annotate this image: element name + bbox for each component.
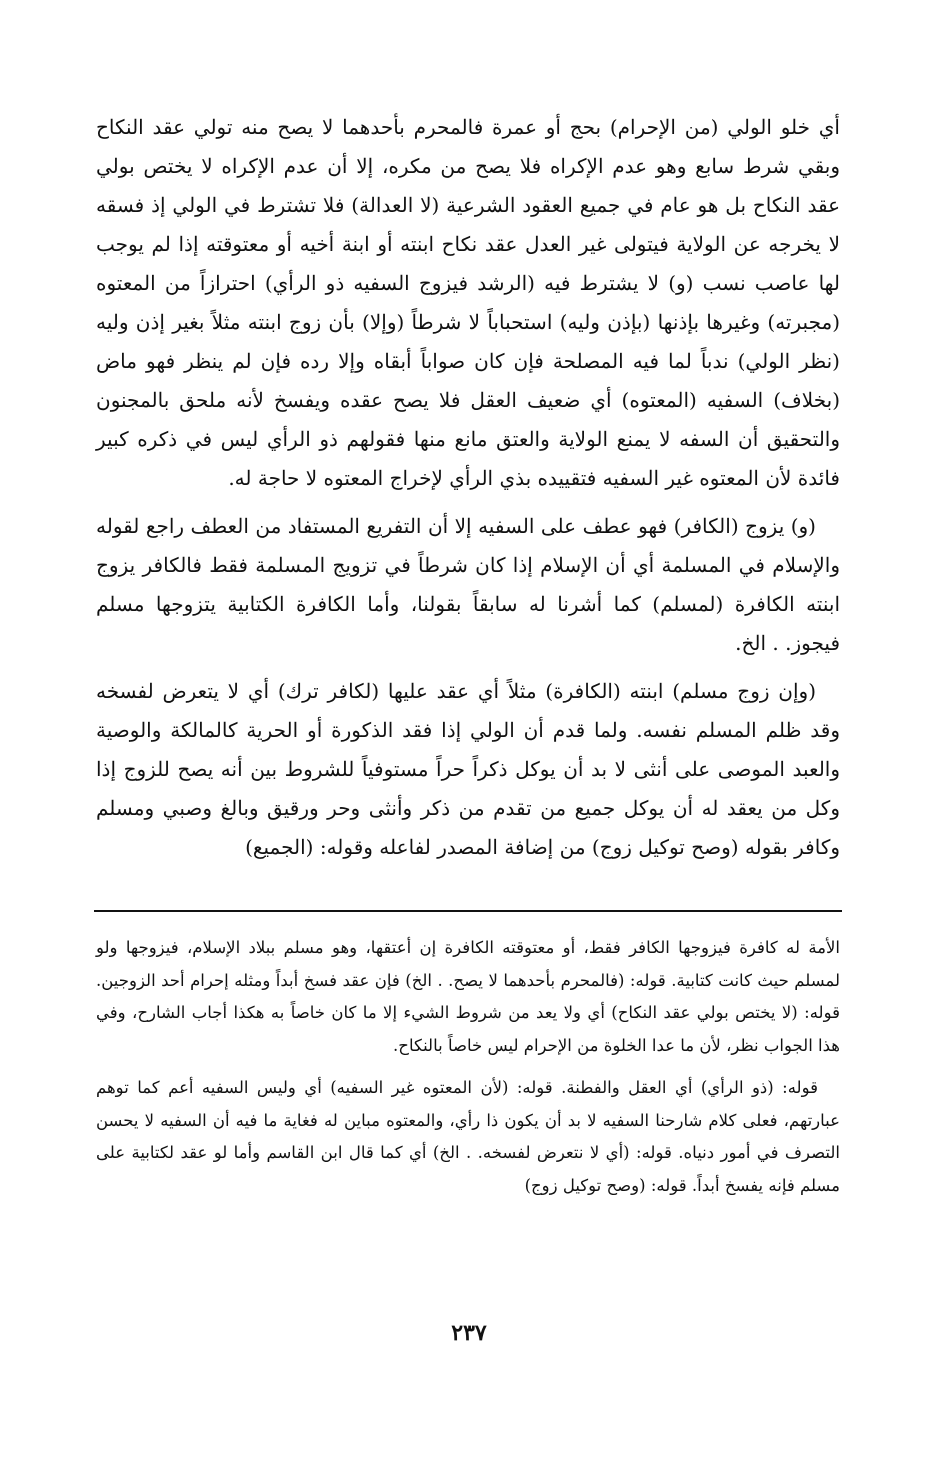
main-text bbox=[96, 108, 840, 876]
footnote-separator bbox=[94, 910, 842, 912]
main-paragraph-2: (و) يزوج (الكافر) فهو عطف على السفيه إلا أن التفريع المستفاد من العطف راجع لقوله والإسلام في المسلمة أي أن الإسلام إذا كان شرطاً في تزويج المسلمة فقط فالكافر يزوج ابنته الكافرة (لمسلم) كما أشرنا له سابقاً بقولنا، وأما الكافرة الكتابية يتزوجها مسلم فيجوز. . الخ. bbox=[96, 514, 840, 655]
footnote-paragraph-1: الأمة له كافرة فيزوجها الكافر فقط، أو معتوقته الكافرة إن أعتقها، وهو مسلم ببلاد الإسلام، فيزوجها ولو لمسلم حيث كانت كتابية. قوله: (فالمحرم بأحدهما لا يصح. . الخ) فإن عقد فسخ أبداً ومثله إحرام أحد الزوجين. قوله: (لا يختص بولي عقد النكاح) أي ولا يعد من شروط الشيء إلا ما كان خاصاً به هكذا أجاب الشارح، وفي هذا الجواب نظر، لأن ما عدا الخلوة من الإحرام ليس خاصاً بالنكاح. bbox=[96, 938, 840, 1055]
main-paragraph-3: (وإن زوج مسلم) ابنته (الكافرة) مثلاً أي عقد عليها (لكافر ترك) أي لا يتعرض لفسخه وقد ظلم المسلم نفسه. ولما قدم أن الولي إذا فقد الذكورة أو الحرية كالمالكة والوصية والعبد الموصى على أنثى لا بد أن يوكل ذكراً حراً مستوفياً للشروط بين أنه يصح للزوج إذا وكل من يعقد له أن يوكل جميع من تقدم من ذكر وأنثى وحر ورقيق وبالغ وصبي ومسلم وكافر بقوله (وصح توكيل زوج) من إضافة المصدر لفاعله وقوله: (الجميع) bbox=[96, 679, 840, 859]
page-number: ٢٣٧ bbox=[451, 1320, 487, 1346]
footnote-paragraph-2: قوله: (ذو الرأي) أي العقل والفطنة. قوله: (لأن المعتوه غير السفيه) أي وليس السفيه أعم كما توهم عبارتهم، فعلى كلام شارحنا السفيه لا بد أن يكون ذا رأي، والمعتوه مباين له فغاية ما فيه أن السفيه لا يحسن التصرف في أمور دنياه. قوله: (أي لا نتعرض لفسخه. . الخ) أي كما قال ابن القاسم وأما لو عقد لكتابية على مسلم فإنه يفسخ أبداً. قوله: (وصح توكيل زوج) bbox=[96, 1078, 840, 1195]
main-paragraph-1: أي خلو الولي (من الإحرام) بحج أو عمرة فالمحرم بأحدهما لا يصح منه تولي عقد النكاح وبقي شرط سابع وهو عدم الإكراه فلا يصح من مكره، إلا أن عدم الإكراه لا يختص بولي عقد النكاح بل هو عام في جميع العقود الشرعية (لا العدالة) فلا تشترط في الولي إذ فسقه لا يخرجه عن الولاية فيتولى غير العدل عقد نكاح ابنته أو ابنة أخيه أو معتوقته إذا لم يوجب لها عاصب نسب (و) لا يشترط فيه (الرشد فيزوج السفيه ذو الرأي) احترازاً من المعتوه (مجبرته) وغيرها بإذنها (بإذن وليه) استحباباً لا شرطاً (وإلا) بأن زوج ابنته مثلاً بغير إذن وليه (نظر الولي) ندباً لما فيه المصلحة فإن كان صواباً أبقاه وإلا رده فإن لم ينظر فهو ماض (بخلاف) السفيه (المعتوه) أي ضعيف العقل فلا يصح عقده ويفسخ لأنه ملحق بالمجنون والتحقيق أن السفه لا يمنع الولاية والعتق مانع منها فقولهم ذو الرأي ليس في ذكره كبير فائدة لأن المعتوه غير السفيه فتقييده بذي الرأي لإخراج المعتوه لا حاجة له. bbox=[96, 115, 840, 490]
footnotes bbox=[96, 932, 840, 1212]
